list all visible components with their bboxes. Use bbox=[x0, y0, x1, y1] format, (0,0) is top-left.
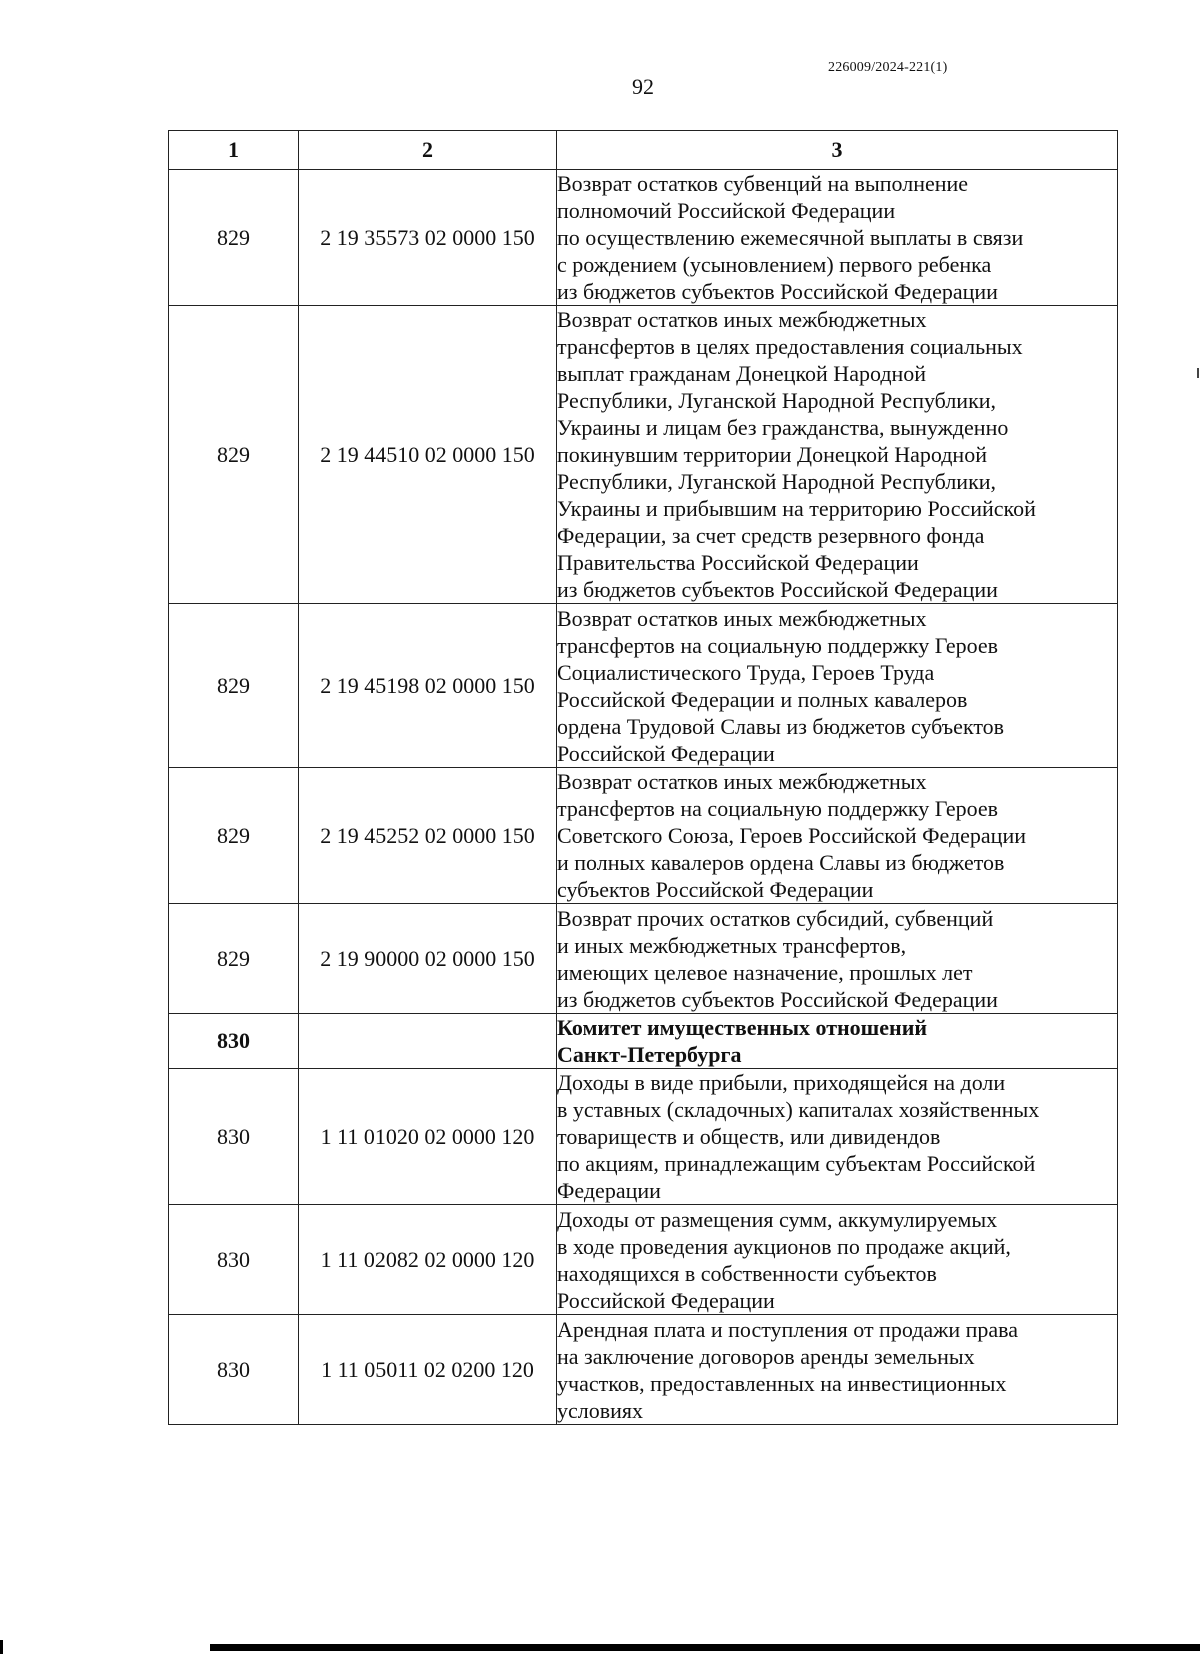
column-header-3: 3 bbox=[557, 131, 1118, 170]
column-header-1: 1 bbox=[169, 131, 299, 170]
revenue-description: Доходы в виде прибыли, приходящейся на доли в уставных (складочных) капиталах хозяйственных товариществ и обществ, или дивидендов по акциям, принадлежащим субъектам Российской Федерации bbox=[557, 1069, 1118, 1205]
revenue-description: Возврат остатков субвенций на выполнение полномочий Российской Федерации по осуществлению ежемесячной выплаты в связи с рождением (усыновлением) первого ребенка из бюджетов субъектов Российской Федерации bbox=[557, 170, 1118, 306]
revenue-description: Возврат остатков иных межбюджетных трансфертов на социальную поддержку Героев Советского Союза, Героев Российской Федерации и полных кавалеров ордена Славы из бюджетов субъектов Российской Федерации bbox=[557, 768, 1118, 904]
budget-classification-code: 1 11 05011 02 0200 120 bbox=[299, 1315, 557, 1425]
table-row bbox=[169, 1205, 1118, 1315]
chief-administrator-code: 829 bbox=[169, 604, 299, 768]
chief-administrator-code: 829 bbox=[169, 904, 299, 1014]
revenue-description: Возврат остатков иных межбюджетных трансфертов на социальную поддержку Героев Социалистического Труда, Героев Труда Российской Федерации и полных кавалеров ордена Трудовой Славы из бюджетов субъектов Российской Федерации bbox=[557, 604, 1118, 768]
budget-classification-code bbox=[299, 1014, 557, 1069]
chief-administrator-code: 830 bbox=[169, 1315, 299, 1425]
table-row bbox=[169, 604, 1118, 768]
chief-administrator-code: 830 bbox=[169, 1014, 299, 1069]
chief-administrator-code: 829 bbox=[169, 768, 299, 904]
table-header bbox=[169, 131, 1118, 170]
chief-administrator-code: 830 bbox=[169, 1069, 299, 1205]
revenue-codes-table bbox=[168, 130, 1118, 1425]
table-row bbox=[169, 904, 1118, 1014]
budget-classification-code: 2 19 45198 02 0000 150 bbox=[299, 604, 557, 768]
table-row-section-heading bbox=[169, 1014, 1118, 1069]
revenue-description: Возврат остатков иных межбюджетных трансфертов в целях предоставления социальных выплат гражданам Донецкой Народной Республики, Луганской Народной Республики, Украины и лицам без гражданства, вынужденно покинувшим территории Донецкой Народной Республики, Луганской Народной Республики, Украины и прибывшим на территорию Российской Федерации, за счет средств резервного фонда Правительства Российской Федерации из бюджетов субъектов Российской Федерации bbox=[557, 306, 1118, 604]
budget-classification-code: 2 19 90000 02 0000 150 bbox=[299, 904, 557, 1014]
table-row bbox=[169, 170, 1118, 306]
administrator-name: Комитет имущественных отношений Санкт-Петербурга bbox=[557, 1014, 1118, 1069]
budget-classification-code: 1 11 02082 02 0000 120 bbox=[299, 1205, 557, 1315]
scan-edge-mark bbox=[1197, 368, 1199, 378]
revenue-description: Возврат прочих остатков субсидий, субвенций и иных межбюджетных трансфертов, имеющих целевое назначение, прошлых лет из бюджетов субъектов Российской Федерации bbox=[557, 904, 1118, 1014]
table-row bbox=[169, 768, 1118, 904]
scan-corner-mark bbox=[0, 1640, 3, 1654]
table-row bbox=[169, 1315, 1118, 1425]
document-registration-number: 226009/2024-221(1) bbox=[828, 60, 948, 75]
revenue-description: Доходы от размещения сумм, аккумулируемых в ходе проведения аукционов по продаже акций, находящихся в собственности субъектов Российской Федерации bbox=[557, 1205, 1118, 1315]
revenue-description: Арендная плата и поступления от продажи права на заключение договоров аренды земельных участков, предоставленных на инвестиционных условиях bbox=[557, 1315, 1118, 1425]
scan-bottom-edge bbox=[210, 1644, 1200, 1651]
budget-classification-code: 2 19 44510 02 0000 150 bbox=[299, 306, 557, 604]
budget-classification-code: 2 19 35573 02 0000 150 bbox=[299, 170, 557, 306]
chief-administrator-code: 829 bbox=[169, 306, 299, 604]
table-row bbox=[169, 306, 1118, 604]
page-number: 92 bbox=[632, 74, 654, 99]
table-row bbox=[169, 1069, 1118, 1205]
chief-administrator-code: 830 bbox=[169, 1205, 299, 1315]
chief-administrator-code: 829 bbox=[169, 170, 299, 306]
budget-classification-code: 1 11 01020 02 0000 120 bbox=[299, 1069, 557, 1205]
column-header-2: 2 bbox=[299, 131, 557, 170]
table-body bbox=[169, 170, 1118, 1425]
budget-classification-code: 2 19 45252 02 0000 150 bbox=[299, 768, 557, 904]
column-header-row bbox=[169, 131, 1118, 170]
